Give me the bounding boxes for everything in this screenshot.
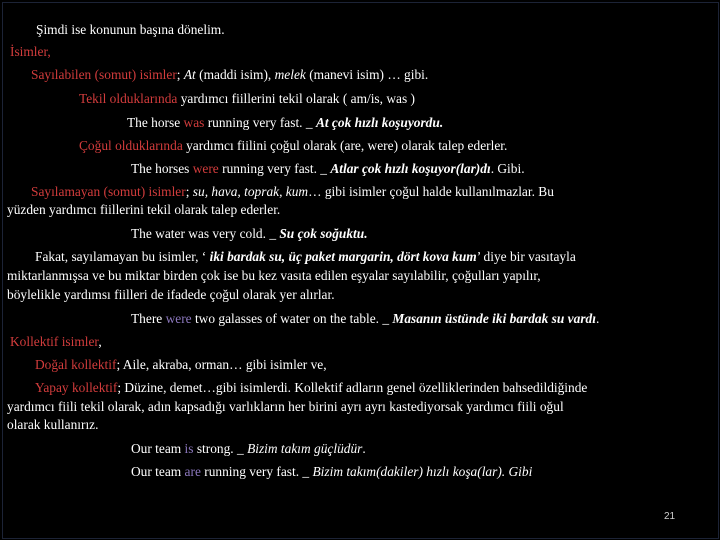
example-water: The water was very cold. _ Su çok soğuktu. [131,226,368,241]
heading-collective: Kollektif isimler, [10,334,102,349]
line-collective-cont2: olarak kullanırız. [7,417,99,432]
term-plural: Çoğul olduklarında [79,138,183,153]
line-singular: Tekil olduklarında yardımcı fiillerini tekil olarak ( am/is, was ) [79,91,415,106]
line-natural-collective: Doğal kollektif; Aile, akraba, orman… gibi isimler ve, [35,357,327,372]
term-artificial-collective: Yapay kollektif [35,380,118,395]
example-team-strong: Our team is strong. _ Bizim takım güçlüdür. [131,441,366,456]
line-uncountable-cont: yüzden yardımcı fiillerini tekil olarak talep ederler. [7,202,281,217]
line-however: Fakat, sayılamayan bu isimler, ‘ iki bardak su, üç paket margarin, dört kova kum’ diye bir vasıtayla [35,249,576,264]
example-horses: The horses were running very fast. _ Atlar çok hızlı koşuyor(lar)dı. Gibi. [131,161,525,176]
line-however-cont1: miktarlanmışsa ve bu miktar birden çok ise bu kez vasıta edilen eşyalar sayılabilir, çoğulları yapılır, [7,268,541,283]
term-natural-collective: Doğal kollektif [35,357,117,372]
line-artificial-collective: Yapay kollektif; Düzine, demet…gibi isimlerdi. Kollektif adların genel özelliklerinden bahsedildiğinde [35,380,588,395]
term-singular: Tekil olduklarında [79,91,178,106]
line-plural: Çoğul olduklarında yardımcı fiilini çoğul olarak (are, were) olarak talep ederler. [79,138,508,153]
term-countable: Sayılabilen (somut) isimler [31,67,177,82]
line-countable: Sayılabilen (somut) isimler; At (maddi isim), melek (manevi isim) … gibi. [31,67,429,82]
heading-isimler: İsimler, [10,44,51,59]
term-uncountable: Sayılamayan (somut) isimler [31,184,186,199]
example-horse: The horse was running very fast. _ At çok hızlı koşuyordu. [127,115,444,130]
line-intro: Şimdi ise konunun başına dönelim. [36,22,225,37]
example-team-running: Our team are running very fast. _ Bizim takım(dakiler) hızlı koşa(lar). Gibi [131,464,533,479]
line-collective-cont1: yardımcı fiili tekil olarak, adın kapsadığı varlıkların her birini ayrı ayrı kastediyorsak yardımcı fiili oğul [7,399,564,414]
line-however-cont2: böylelikle yardımsı fiilleri de ifadede çoğul olarak yer alırlar. [7,287,335,302]
example-glasses: There were two galasses of water on the table. _ Masanın üstünde iki bardak su vardı. [131,311,600,326]
line-uncountable: Sayılamayan (somut) isimler; su, hava, toprak, kum… gibi isimler çoğul halde kullanılmazlar. Bu [31,184,554,199]
page-number: 21 [664,511,676,522]
